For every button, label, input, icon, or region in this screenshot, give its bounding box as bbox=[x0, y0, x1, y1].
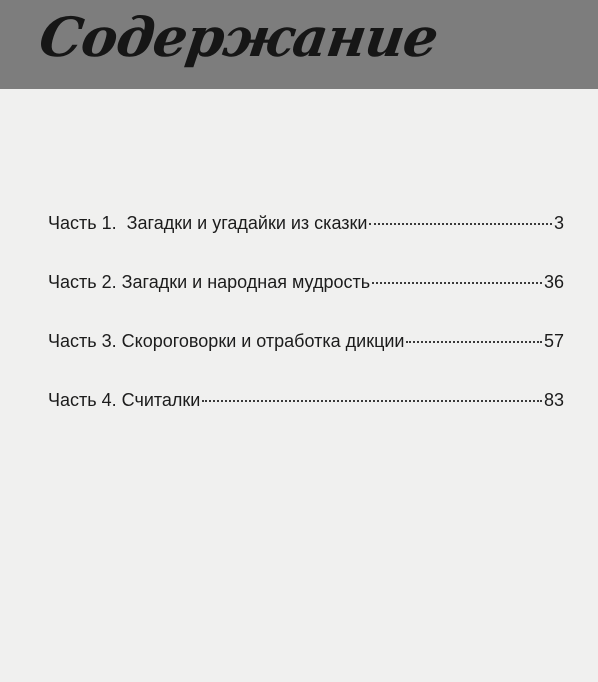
toc-entry-title: Часть 3. Скороговорки и отработка дикции bbox=[48, 331, 405, 351]
toc-entry-page: 3 bbox=[553, 213, 564, 233]
toc-dot-leader bbox=[372, 282, 542, 284]
toc-dot-leader bbox=[369, 223, 552, 225]
toc-entry-page: 83 bbox=[543, 390, 564, 410]
toc-entry bbox=[48, 324, 564, 383]
toc-dot-leader bbox=[406, 341, 541, 343]
toc-entry-page: 57 bbox=[543, 331, 564, 351]
page-title: Содержание bbox=[35, 5, 442, 69]
toc-entry-page: 36 bbox=[543, 272, 564, 292]
header-band bbox=[0, 0, 598, 89]
toc-entry-title: Часть 2. Загадки и народная мудрость bbox=[48, 272, 371, 292]
toc-entry bbox=[48, 265, 564, 324]
toc-entry bbox=[48, 206, 564, 265]
toc-entry-title: Часть 1. Загадки и угадайки из сказки bbox=[48, 213, 368, 233]
toc-entry bbox=[48, 383, 564, 442]
table-of-contents bbox=[48, 206, 564, 442]
toc-entry-title: Часть 4. Считалки bbox=[48, 390, 201, 410]
toc-dot-leader bbox=[202, 400, 542, 402]
